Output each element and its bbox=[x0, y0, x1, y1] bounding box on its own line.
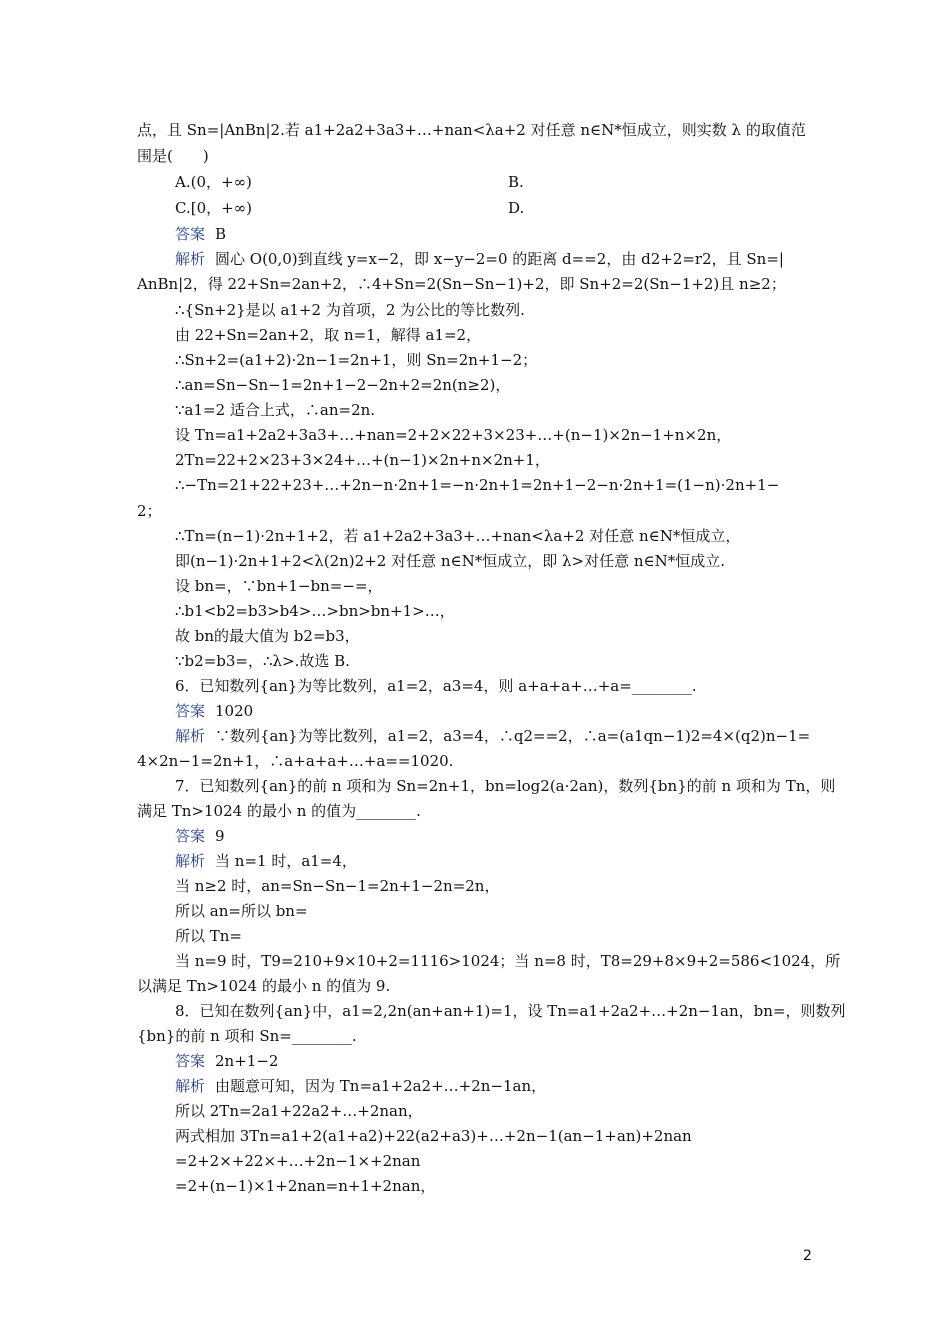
analysis-label: 解析 bbox=[175, 250, 206, 268]
option-row bbox=[0, 170, 950, 194]
answer-line: 答案 B bbox=[175, 225, 227, 243]
page-number: 2 bbox=[803, 1248, 812, 1264]
option-b: B. bbox=[508, 173, 524, 191]
option-d: D. bbox=[508, 199, 525, 217]
text-line: 所以 2Tn=2a1+22a2+…+2nan， bbox=[175, 1102, 423, 1120]
option-row bbox=[0, 196, 950, 220]
text-line: 两式相加 3Tn=a1+2(a1+a2)+22(a2+a3)+…+2n−1(an−1+an)+2nan bbox=[175, 1127, 692, 1145]
analysis-line: 解析 ∵数列{an}为等比数列，a1=2，a3=4，∴q2==2，∴a=(a1qn−1)2=4×(q2)n−1= bbox=[175, 727, 811, 745]
text-line: 满足 Tn>1024 的最小 n 的值为________. bbox=[137, 802, 421, 820]
text-line: 点，且 Sn=|AnBn|2.若 a1+2a2+3a3+…+nan<λa+2 对任意 n∈N*恒成立，则实数 λ 的取值范 bbox=[137, 121, 806, 139]
text-line: 4×2n−1=2n+1，∴a+a+a+…+a==1020. bbox=[137, 752, 454, 770]
text-line: 设 Tn=a1+2a2+3a3+…+nan=2+2×22+3×23+…+(n−1)×2n−1+n×2n， bbox=[175, 426, 732, 444]
text-line: 故 bn的最大值为 b2=b3， bbox=[175, 627, 360, 645]
answer-label: 答案 bbox=[175, 1052, 206, 1070]
text-line: 所以 Tn= bbox=[175, 927, 243, 945]
text-line: {bn}的前 n 项和 Sn=________. bbox=[137, 1027, 357, 1045]
answer-line: 答案 9 bbox=[175, 827, 225, 845]
text-line: AnBn|2，得 22+Sn=2an+2，∴4+Sn=2(Sn−Sn−1)+2，即 Sn+2=2(Sn−1+2)且 n≥2； bbox=[137, 275, 786, 293]
analysis-label: 解析 bbox=[175, 852, 206, 870]
text-line: ∴an=Sn−Sn−1=2n+1−2−2n+2=2n(n≥2)， bbox=[175, 376, 511, 394]
analysis-line: 解析 由题意可知，因为 Tn=a1+2a2+…+2n−1an， bbox=[175, 1077, 547, 1095]
text-line: =2+(n−1)×1+2nan=n+1+2nan， bbox=[175, 1177, 436, 1195]
answer-label: 答案 bbox=[175, 702, 206, 720]
answer-line: 答案 1020 bbox=[175, 702, 254, 720]
text-line: ∴−Tn=21+22+23+…+2n−n·2n+1=−n·2n+1=2n+1−2−n·2n+1=(1−n)·2n+1− bbox=[175, 476, 780, 494]
option-c: C.[0，+∞) bbox=[175, 199, 253, 217]
analysis-line: 解析 当 n=1 时，a1=4， bbox=[175, 852, 357, 870]
answer-label: 答案 bbox=[175, 827, 206, 845]
text-line: ∴b1<b2=b3>b4>…>bn>bn+1>…， bbox=[175, 602, 455, 620]
question-7: 7．已知数列{an}的前 n 项和为 Sn=2n+1，bn=log2(a·2an)，数列{bn}的前 n 项和为 Tn，则 bbox=[175, 777, 836, 795]
analysis-label: 解析 bbox=[175, 1077, 206, 1095]
text-line: ∴Sn+2=(a1+2)·2n−1=2n+1，则 Sn=2n+1−2； bbox=[175, 351, 538, 369]
text-line: ∴Tn=(n−1)·2n+1+2，若 a1+2a2+3a3+…+nan<λa+2 对任意 n∈N*恒成立， bbox=[175, 527, 741, 545]
text-line: 当 n≥2 时，an=Sn−Sn−1=2n+1−2n=2n， bbox=[175, 877, 500, 895]
text-line: 设 bn=，∵bn+1−bn=−=， bbox=[175, 577, 383, 595]
text-line: ∵b2=b3=，∴λ>.故选 B. bbox=[175, 652, 350, 670]
text-line: 当 n=9 时，T9=210+9×10+2=1116>1024；当 n=8 时，T8=29+8×9+2=586<1024，所 bbox=[175, 952, 841, 970]
answer-line: 答案 2n+1−2 bbox=[175, 1052, 279, 1070]
answer-label: 答案 bbox=[175, 225, 206, 243]
text-line: 由 22+Sn=2an+2，取 n=1，解得 a1=2， bbox=[175, 326, 482, 344]
option-a: A.(0，+∞) bbox=[175, 173, 252, 191]
analysis-line: 解析 圆心 O(0,0)到直线 y=x−2，即 x−y−2=0 的距离 d==2，由 d2+2=r2，且 Sn=| bbox=[175, 250, 784, 268]
text-line: ∴{Sn+2}是以 a1+2 为首项，2 为公比的等比数列. bbox=[175, 301, 525, 319]
text-line: 以满足 Tn>1024 的最小 n 的值为 9. bbox=[137, 977, 391, 995]
text-line: =2+2×+22×+…+2n−1×+2nan bbox=[175, 1152, 421, 1170]
analysis-label: 解析 bbox=[175, 727, 206, 745]
text-line: 2； bbox=[137, 502, 162, 520]
text-line: 2Tn=22+2×23+3×24+…+(n−1)×2n+n×2n+1， bbox=[175, 451, 550, 469]
text-line: 围是( ) bbox=[137, 147, 209, 165]
question-6: 6．已知数列{an}为等比数列，a1=2，a3=4，则 a+a+a+…+a=________. bbox=[175, 677, 697, 695]
text-line: 即(n−1)·2n+1+2<λ(2n)2+2 对任意 n∈N*恒成立，即 λ>对任意 n∈N*恒成立. bbox=[175, 552, 726, 570]
text-line: ∵a1=2 适合上式，∴an=2n. bbox=[175, 401, 376, 419]
text-line: 所以 an=所以 bn= bbox=[175, 902, 308, 920]
question-8: 8．已知在数列{an}中，a1=2,2n(an+an+1)=1，设 Tn=a1+2a2+…+2n−1an，bn=，则数列 bbox=[175, 1002, 846, 1020]
